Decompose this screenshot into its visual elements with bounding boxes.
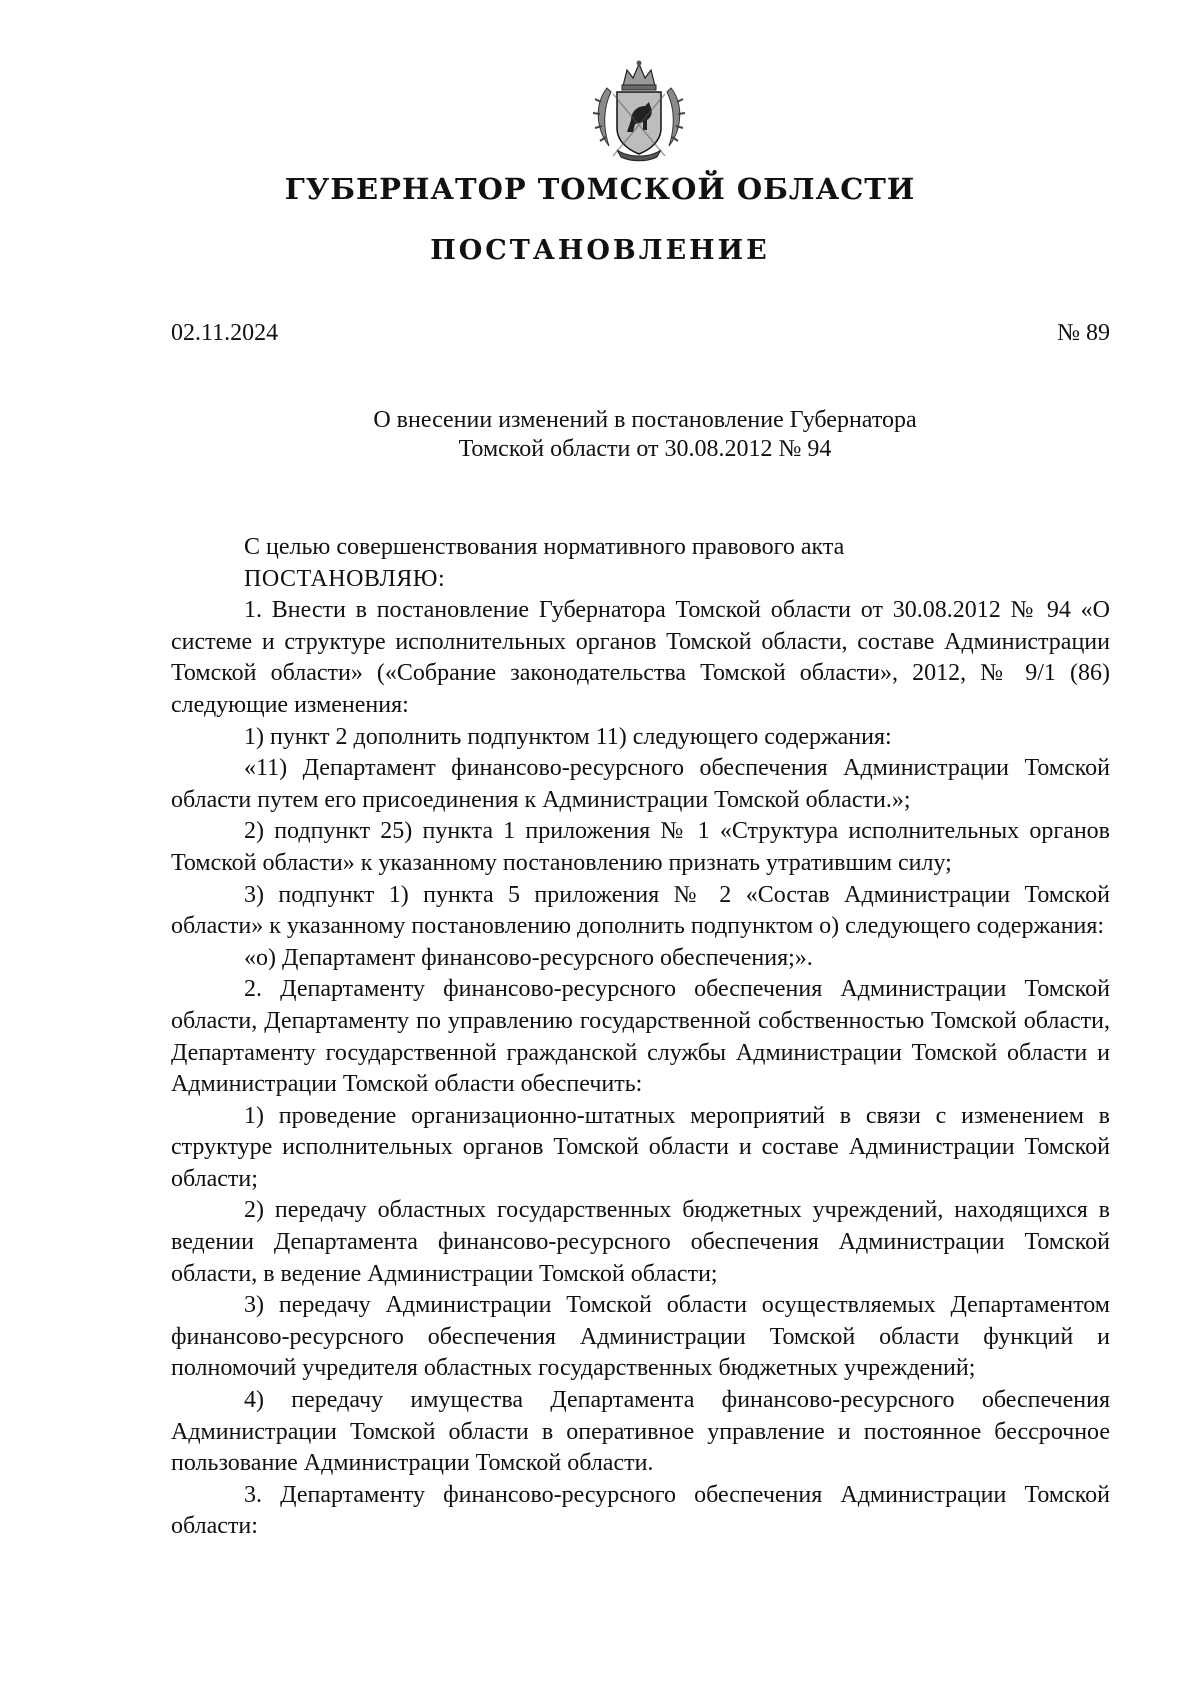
body-paragraph: 2) подпункт 25) пункта 1 приложения № 1 «Структура исполнительных органов Томской области» к указанному постановлению признать утратившим силу; xyxy=(171,818,1110,876)
document-date: 02.11.2024 xyxy=(171,320,279,346)
body-paragraph: 3. Департаменту финансово-ресурсного обеспечения Администрации Томской области: xyxy=(171,1481,1110,1540)
body-paragraph: 3) подпункт 1) пункта 5 приложения № 2 «Состав Администрации Томской области» к указанному постановлению дополнить подпунктом о) следующего содержания: xyxy=(171,881,1110,940)
subject-line: Томской области от 30.08.2012 № 94 xyxy=(458,436,832,462)
body-paragraph: «11) Департамент финансово-ресурсного обеспечения Администрации Томской области путем его присоединения к Администрации Томской области.»; xyxy=(171,755,1110,813)
body-paragraph: 1. Внести в постановление Губернатора Томской области от 30.08.2012 № 94 «О системе и структуре исполнительных органов Томской области, составе Администрации Томской области» («Собрание законодательства Томской области», 2012, № 9/1 (86) следующие изменения: xyxy=(171,597,1110,718)
body-paragraph: 2. Департаменту финансово-ресурсного обеспечения Администрации Томской области, Департаменту по управлению государственной собственностью Томской области, Департаменту государственной гражданской службы Администрации Томской области и Администрации Томской области обеспечить: xyxy=(171,976,1110,1098)
body-paragraph: «о) Департамент финансово-ресурсного обеспечения;». xyxy=(244,944,813,971)
body-paragraph: 4) передачу имущества Департамента финансово-ресурсного обеспечения Администрации Томской области в оперативное управление и постоянное бессрочное пользование Администрации Томской области. xyxy=(171,1387,1110,1477)
body-paragraph: 1) пункт 2 дополнить подпунктом 11) следующего содержания: xyxy=(244,723,892,750)
document-body xyxy=(171,532,1110,1543)
document-type-title: ПОСТАНОВЛЕНИЕ xyxy=(430,235,770,266)
document-number: № 89 xyxy=(1057,320,1110,346)
body-paragraph: 3) передачу Администрации Томской области осуществляемых Департаментом финансово-ресурсного обеспечения Администрации Томской области функций и полномочий учредителя областных государственных бюджетных учреждений; xyxy=(171,1292,1110,1382)
body-paragraph: С целью совершенствования нормативного правового акта xyxy=(244,534,845,560)
body-paragraph: 2) передачу областных государственных бюджетных учреждений, находящихся в ведении Департамента финансово-ресурсного обеспечения Администрации Томской области, в ведение Администрации Томской области; xyxy=(171,1197,1110,1287)
document-subject xyxy=(0,406,1200,464)
tomsk-coat-of-arms-icon xyxy=(587,58,691,164)
body-paragraph: 1) проведение организационно-штатных мероприятий в связи с изменением в структуре исполнительных органов Томской области и составе Администрации Томской области; xyxy=(171,1102,1110,1192)
decree-word: ПОСТАНОВЛЯЮ: xyxy=(244,565,446,592)
authority-title: ГУБЕРНАТОР ТОМСКОЙ ОБЛАСТИ xyxy=(284,172,916,206)
subject-line: О внесении изменений в постановление Губернатора xyxy=(373,407,917,433)
